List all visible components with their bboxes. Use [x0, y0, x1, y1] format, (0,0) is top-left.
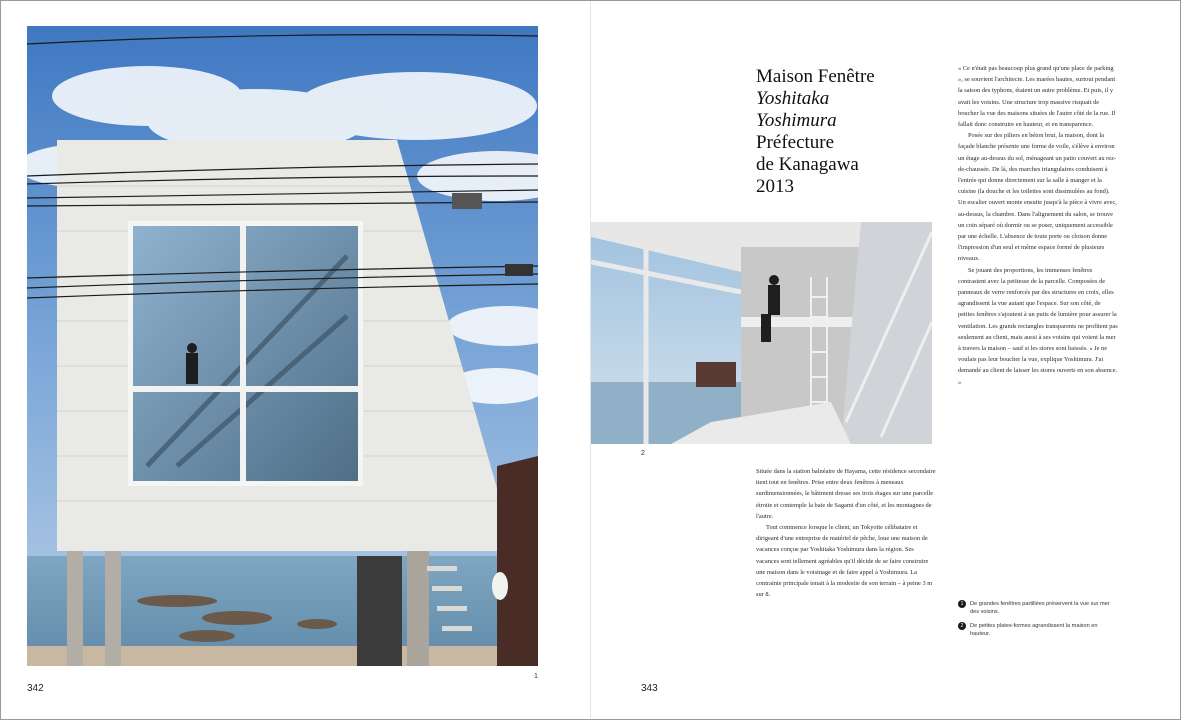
page-number-right: 343 [641, 683, 658, 694]
project-title [756, 66, 931, 198]
figure-number-1: 1 [534, 673, 538, 680]
caption-text: De petites plates-formes agrandissent la maison en hauteur. [970, 623, 1098, 637]
caption-text: De grandes fenêtres partillées préservent la vue sur mer des voisins. [970, 601, 1110, 615]
photo-house-exterior [27, 26, 538, 666]
title-line-3: Yoshimura [756, 110, 837, 131]
title-line-6: 2013 [756, 176, 794, 197]
caption-number-badge: 1 [958, 600, 966, 608]
title-line-5: de Kanagawa [756, 154, 859, 175]
page-number-left: 342 [27, 683, 44, 694]
body-column-right [958, 63, 1118, 388]
caption-number-badge: 2 [958, 622, 966, 630]
body-column-center [756, 466, 936, 600]
body-paragraph: Posée sur des piliers en béton brut, la maison, dont la façade blanche présente une forme de voile, s'élève à environ un étage au-dessus du sol, ménageant un patio couvert au rez-de-chaussée. De là, des marches triangulaires conduisent à l'entrée qui donne directement sur la salle à manger et la cuisine (la douche et les toilettes sont dissimulées au fond). Un escalier ouvert monte ensuite jusqu'à la pièce à vivre avec, au-dessus, la chambre. Dans l'alignement du salon, se trouve un coin séparé où dormir ou se poser, uniquement accessible par une échelle. L'absence de toute porte ou cloison donne l'impression d'un seul et même espace formé de plusieurs niveaux. [958, 132, 1117, 263]
body-paragraph: Située dans la station balnéaire de Hayama, cette résidence secondaire tient tout en fenêtres. Prise entre deux fenêtres à meneaux surdimensionnées, le bâtiment dresse ses trois étages sur une parcelle étroite et contemple la baie de Sagami d'un côté, et les montagnes de l'autre. [756, 468, 936, 520]
figure-captions [958, 600, 1118, 644]
title-line-2: Yoshitaka [756, 88, 830, 109]
figure-number-2: 2 [641, 450, 645, 457]
body-paragraph: Tout commence lorsque le client, un Tokyoïte célibataire et dirigeant d'une entreprise de matériel de pêche, loue une maison de vacances conçue par Yoshitaka Yoshimura dans la région. Ses vacances sont tellement agréables qu'il décide de se faire construire une maison dans le voisinage et de faire appel à Yoshimura. La contrainte principale tenait à la modestie de son terrain – à peine 3 m sur 8. [756, 524, 933, 599]
photo-house-interior [591, 222, 932, 444]
caption-item [958, 622, 1118, 638]
title-line-1: Maison Fenêtre [756, 66, 875, 87]
body-paragraph: « Ce n'était pas beaucoup plus grand qu'une place de parking », se souvient l'architecte. Les marées hautes, surtout pendant la saison des typhons, étaient un autre problème. Et puis, il y avait les voisins. Une structure trop massive risquait de boucher la vue des maisons situées de l'autre côté de la rue. Il fallait donc construire en hauteur, et en transparence. [958, 65, 1116, 129]
caption-item [958, 600, 1118, 616]
title-line-4: Préfecture [756, 132, 835, 153]
body-paragraph: Se jouant des proportions, les immenses fenêtres contrastent avec la petitesse de la parcelle. Composées de panneaux de verre renforcés par des structures en croix, elles agrandissent la vue autant que l'espace. Sur son côté, de petites fenêtres s'ajoutent à un puits de lumière pour assurer la ventilation. Les grands rectangles transparents ne profitent pas seulement au client, mais aussi à ses voisins qui voient la mer à travers la maison – sauf si les stores sont baissés. « Je ne voulais pas leur boucher la vue, explique Yoshimura. J'ai demandé au client de laisser les stores ouverts en son absence. » [958, 266, 1118, 386]
